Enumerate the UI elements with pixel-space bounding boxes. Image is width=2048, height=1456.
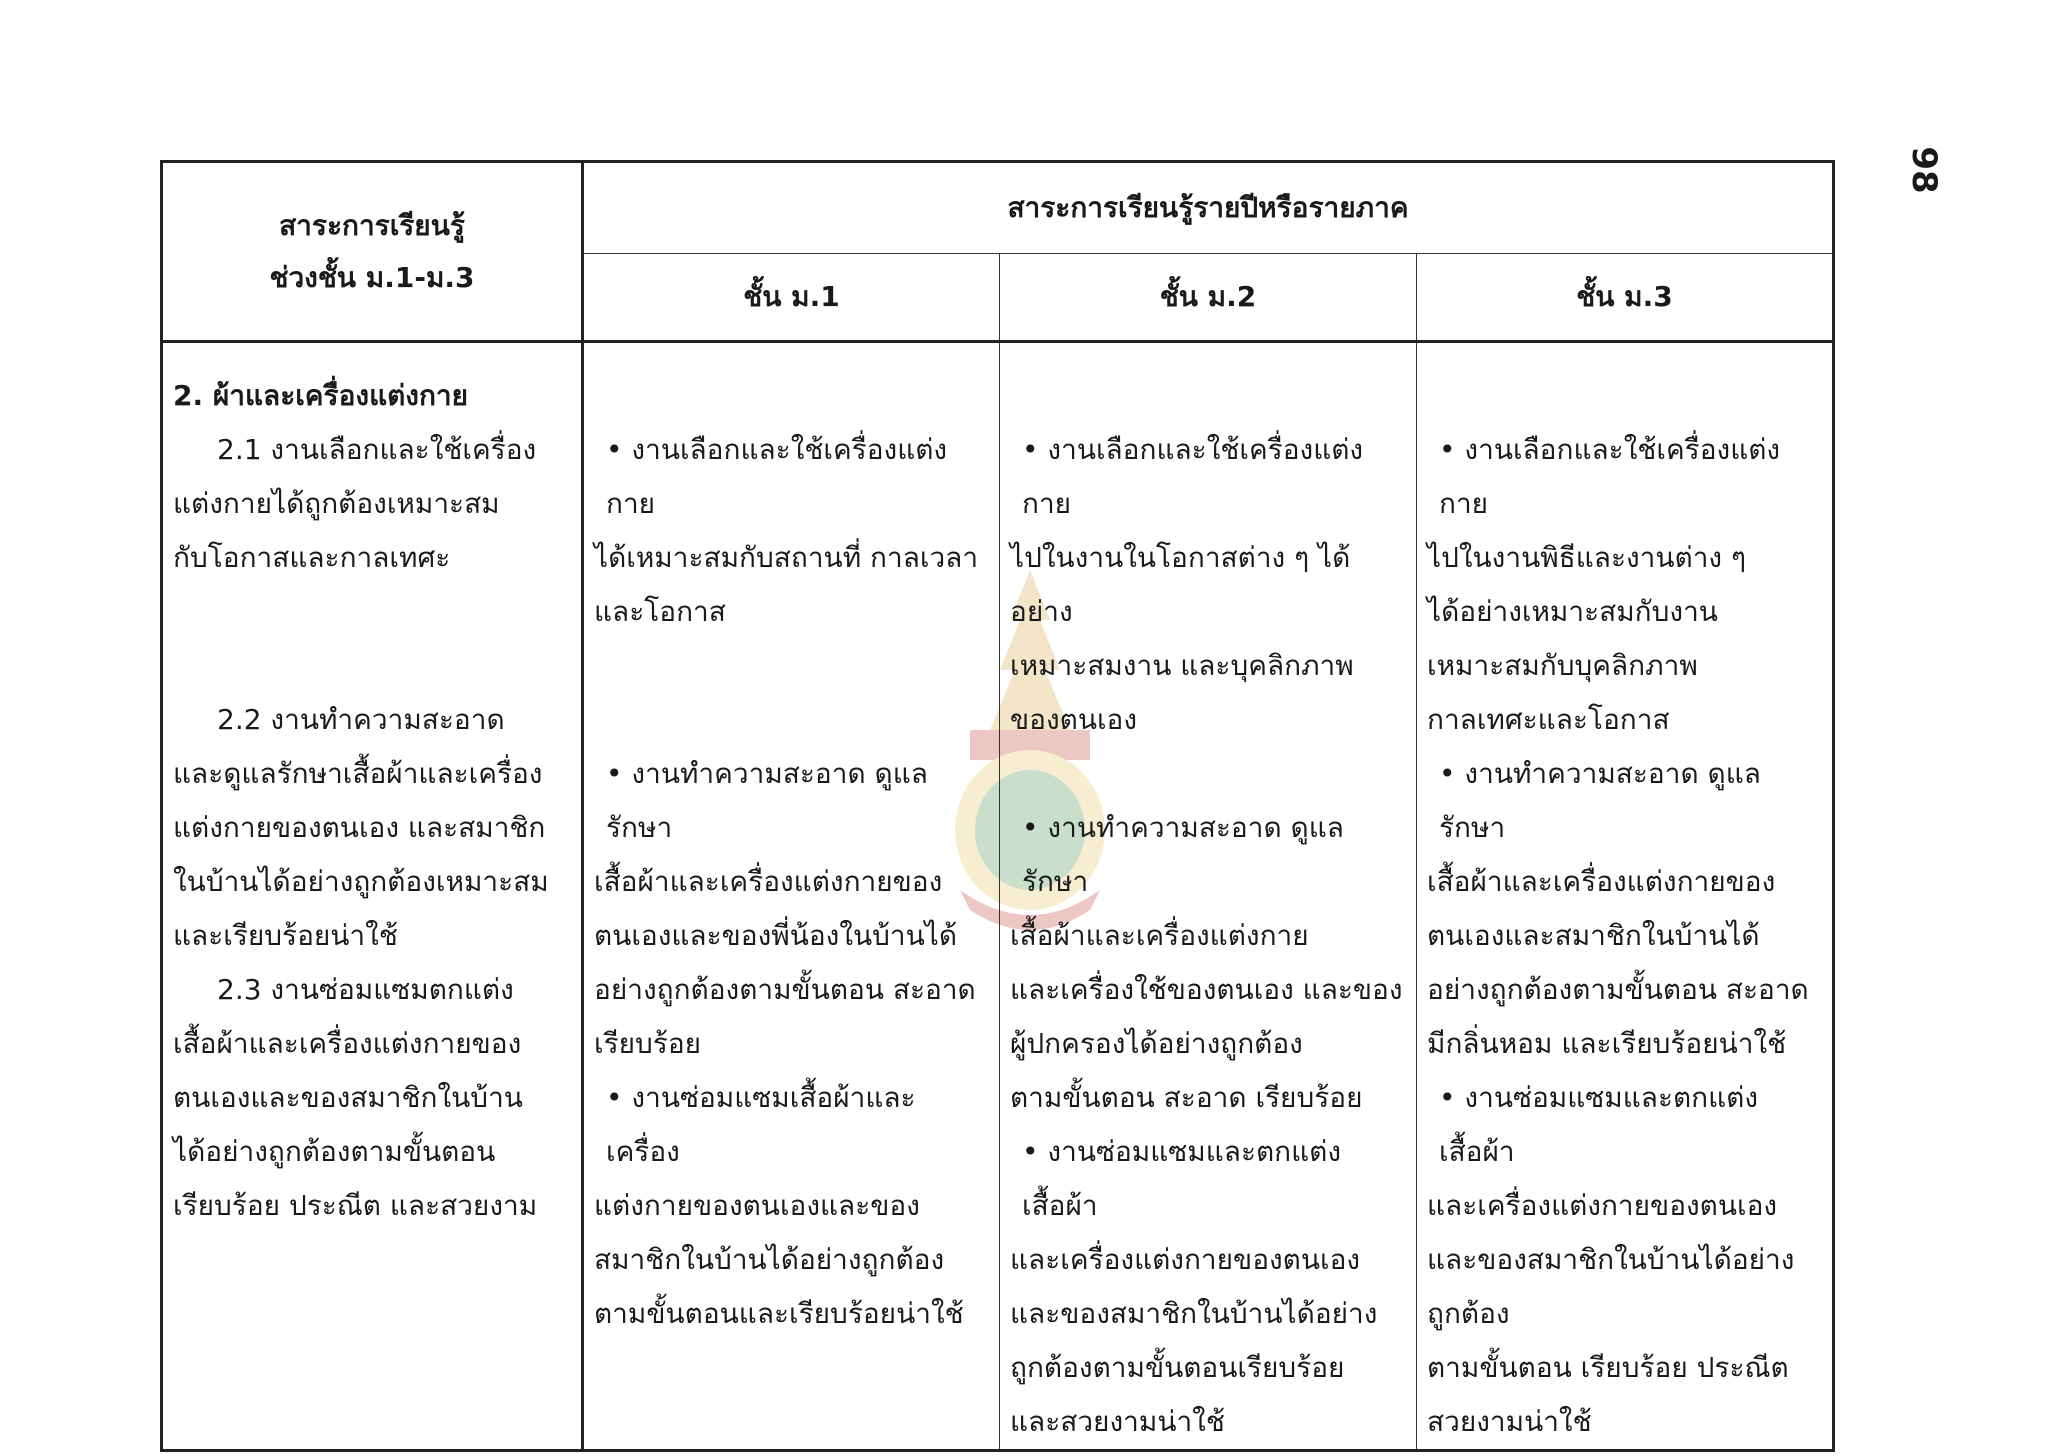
m2-b3-line: และเครื่องแต่งกายของตนเอง xyxy=(1010,1243,1361,1276)
m2-b1-line: ของตนเอง xyxy=(1010,703,1138,736)
m1-bullet-2 xyxy=(594,747,989,1071)
grade-header-m2: ชั้น ม.2 xyxy=(1000,254,1417,342)
m2-b2-line: และเครื่องใช้ของตนเอง และของ xyxy=(1010,973,1403,1006)
m1-b1-line: และโอกาส xyxy=(594,595,726,628)
m2-bullet-2 xyxy=(1010,801,1406,1125)
m2-b1-line: ไปในงานในโอกาสต่าง ๆ ได้อย่าง xyxy=(1010,541,1351,628)
m2-bullet-3 xyxy=(1010,1125,1406,1449)
item-2-1-line: 2.1 งานเลือกและใช้เครื่อง xyxy=(217,433,537,466)
item-2-2 xyxy=(173,693,571,963)
grade-header-m3: ชั้น ม.3 xyxy=(1417,254,1834,342)
m1-b3-line: • งานซ่อมแซมเสื้อผ้าและเครื่อง xyxy=(594,1071,989,1179)
item-2-1-line: แต่งกายได้ถูกต้องเหมาะสม xyxy=(173,487,500,520)
item-2-2-line: แต่งกายของตนเอง และสมาชิก xyxy=(173,811,546,844)
grade-header-m1: ชั้น ม.1 xyxy=(583,254,1000,342)
m1-b1-line: • งานเลือกและใช้เครื่องแต่งกาย xyxy=(594,423,989,531)
m1-bullet-3 xyxy=(594,1071,989,1341)
m3-b3-line: และเครื่องแต่งกายของตนเอง xyxy=(1427,1189,1778,1222)
m1-b3-line: ตามขั้นตอนและเรียบร้อยน่าใช้ xyxy=(594,1297,964,1330)
m3-b1-line: ไปในงานพิธีและงานต่าง ๆ xyxy=(1427,541,1747,574)
m1-b1-line: ได้เหมาะสมกับสถานที่ กาลเวลา xyxy=(594,541,979,574)
m2-b3-line: และสวยงามน่าใช้ xyxy=(1010,1405,1225,1438)
m2-bullet-1 xyxy=(1010,423,1406,747)
m2-b3-line: และของสมาชิกในบ้านได้อย่าง xyxy=(1010,1297,1378,1330)
item-2-3-line: เรียบร้อย ประณีต และสวยงาม xyxy=(173,1189,538,1222)
m2-b2-line: ผู้ปกครองได้อย่างถูกต้อง xyxy=(1010,1027,1303,1060)
m1-bullet-1 xyxy=(594,423,989,639)
m3-b1-line: เหมาะสมกับบุคลิกภาพ xyxy=(1427,649,1698,682)
item-2-2-line: และเรียบร้อยน่าใช้ xyxy=(173,919,398,952)
m2-b3-line: ถูกต้องตามขั้นตอนเรียบร้อย xyxy=(1010,1351,1345,1384)
m3-bullet-3 xyxy=(1427,1071,1822,1449)
m1-b2-line: ตนเองและของพี่น้องในบ้านได้ xyxy=(594,919,958,952)
m3-b2-line: เสื้อผ้าและเครื่องแต่งกายของ xyxy=(1427,865,1776,898)
m1-content-cell xyxy=(583,342,1000,1451)
m2-b1-line: เหมาะสมงาน และบุคลิกภาพ xyxy=(1010,649,1354,682)
m2-b2-line: • งานทำความสะอาด ดูแลรักษา xyxy=(1010,801,1406,909)
m2-b2-line: ตามขั้นตอน สะอาด เรียบร้อย xyxy=(1010,1081,1363,1114)
m1-b2-line: เรียบร้อย xyxy=(594,1027,702,1060)
right-header-cell: สาระการเรียนรู้รายปีหรือรายภาค xyxy=(583,162,1834,254)
left-header-cell xyxy=(162,162,583,342)
item-2-2-line: และดูแลรักษาเสื้อผ้าและเครื่อง xyxy=(173,757,543,790)
section-title: 2. ผ้าและเครื่องแต่งกาย xyxy=(173,379,469,412)
m2-b3-line: • งานซ่อมแซมและตกแต่งเสื้อผ้า xyxy=(1010,1125,1406,1233)
m2-b2-line: เสื้อผ้าและเครื่องแต่งกาย xyxy=(1010,919,1309,952)
item-2-2-line: ในบ้านได้อย่างถูกต้องเหมาะสม xyxy=(173,865,549,898)
left-header-line1: สาระการเรียนรู้ xyxy=(279,208,465,242)
m2-b1-line: • งานเลือกและใช้เครื่องแต่งกาย xyxy=(1010,423,1406,531)
m3-b1-line: • งานเลือกและใช้เครื่องแต่งกาย xyxy=(1427,423,1822,531)
m1-b3-line: แต่งกายของตนเองและของ xyxy=(594,1189,920,1222)
item-2-1 xyxy=(173,423,571,585)
item-2-2-line: 2.2 งานทำความสะอาด xyxy=(217,703,505,736)
m1-b2-line: • งานทำความสะอาด ดูแลรักษา xyxy=(594,747,989,855)
left-header-line2: ช่วงชั้น ม.1-ม.3 xyxy=(269,260,475,294)
m3-b1-line: กาลเทศะและโอกาส xyxy=(1427,703,1670,736)
m1-b2-line: อย่างถูกต้องตามขั้นตอน สะอาด xyxy=(594,973,976,1006)
item-2-3-line: ตนเองและของสมาชิกในบ้าน xyxy=(173,1081,523,1114)
m3-b3-line: • งานซ่อมแซมและตกแต่งเสื้อผ้า xyxy=(1427,1071,1822,1179)
item-2-3 xyxy=(173,963,571,1233)
m1-b3-line: สมาชิกในบ้านได้อย่างถูกต้อง xyxy=(594,1243,945,1276)
m3-bullet-1 xyxy=(1427,423,1822,747)
item-2-1-line: กับโอกาสและกาลเทศะ xyxy=(173,541,451,574)
page-number: 98 xyxy=(1904,146,1944,194)
m3-b2-line: อย่างถูกต้องตามขั้นตอน สะอาด xyxy=(1427,973,1809,1006)
curriculum-table xyxy=(160,160,1835,1452)
item-2-3-line: 2.3 งานซ่อมแซมตกแต่ง xyxy=(217,973,514,1006)
m3-b2-line: มีกลิ่นหอม และเรียบร้อยน่าใช้ xyxy=(1427,1027,1787,1060)
m3-b1-line: ได้อย่างเหมาะสมกับงาน xyxy=(1427,595,1718,628)
m1-b2-line: เสื้อผ้าและเครื่องแต่งกายของ xyxy=(594,865,943,898)
m3-b3-line: ตามขั้นตอน เรียบร้อย ประณีต xyxy=(1427,1351,1789,1384)
m2-content-cell xyxy=(1000,342,1417,1451)
m3-bullet-2 xyxy=(1427,747,1822,1071)
item-2-3-line: เสื้อผ้าและเครื่องแต่งกายของ xyxy=(173,1027,522,1060)
m3-content-cell xyxy=(1417,342,1834,1451)
m3-b2-line: ตนเองและสมาชิกในบ้านได้ xyxy=(1427,919,1760,952)
m3-b2-line: • งานทำความสะอาด ดูแลรักษา xyxy=(1427,747,1822,855)
m3-b3-line: สวยงามน่าใช้ xyxy=(1427,1405,1592,1438)
item-2-3-line: ได้อย่างถูกต้องตามขั้นตอน xyxy=(173,1135,496,1168)
m3-b3-line: และของสมาชิกในบ้านได้อย่างถูกต้อง xyxy=(1427,1243,1795,1330)
left-content-cell xyxy=(162,342,583,1451)
